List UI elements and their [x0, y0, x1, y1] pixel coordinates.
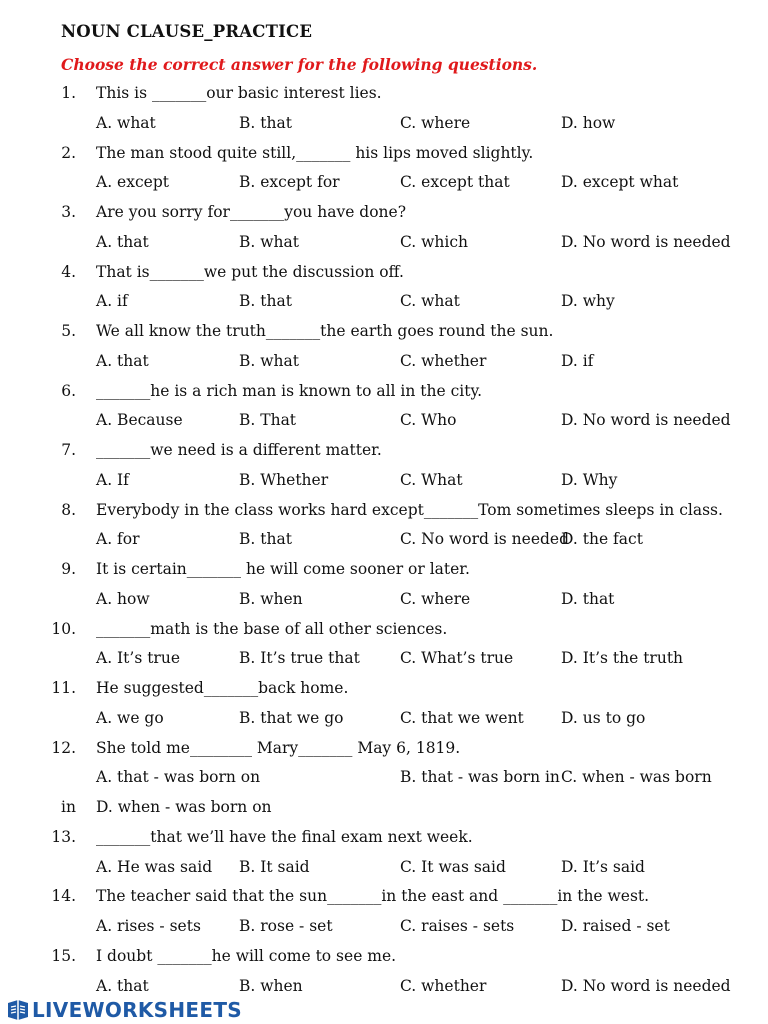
answer-option[interactable]: D. us to go — [561, 708, 646, 727]
question-text: _______that we’ll have the final exam next week. — [96, 827, 473, 846]
question-text: _______we need is a different matter. — [96, 441, 382, 459]
question-number: 8. — [61, 500, 76, 519]
answer-option[interactable]: C. raises - sets — [400, 917, 515, 935]
question-number: 4. — [61, 262, 76, 281]
answer-option[interactable]: B. That — [239, 411, 297, 430]
answer-option[interactable]: D. why — [561, 292, 615, 311]
question-number: 14. — [51, 887, 76, 906]
answer-option[interactable]: C. whether — [400, 976, 487, 995]
answer-option[interactable]: A. how — [96, 589, 150, 608]
question-number: 3. — [61, 203, 76, 221]
answer-option[interactable]: D. if — [561, 351, 594, 370]
question-number: 2. — [61, 143, 76, 162]
answer-option[interactable]: A. that — [96, 351, 149, 370]
answer-option[interactable]: B. Whether — [239, 470, 329, 489]
answer-option[interactable]: B. what — [239, 351, 299, 370]
answer-option[interactable]: A. except — [96, 173, 169, 192]
answer-option[interactable]: A. that - was born on — [96, 768, 261, 787]
answer-option[interactable]: C. What’s true — [400, 649, 514, 668]
answer-option[interactable]: C. what — [400, 292, 460, 311]
liveworksheets-logo-icon — [6, 999, 30, 1021]
instructions: Choose the correct answer for the following questions. — [61, 55, 538, 74]
answer-option[interactable]: D. when - was born on — [96, 798, 272, 816]
answer-option[interactable]: D. the fact — [561, 530, 643, 549]
question-text: Are you sorry for_______you have done? — [96, 203, 407, 221]
answer-option[interactable]: B. when — [239, 976, 303, 995]
page-title: NOUN CLAUSE_PRACTICE — [61, 22, 313, 41]
answer-option[interactable]: D. No word is needed — [561, 411, 731, 430]
answer-option[interactable]: C. Who — [400, 411, 457, 430]
answer-option[interactable]: D. It’s said — [561, 857, 645, 876]
answer-option[interactable]: B. that — [239, 530, 292, 549]
question-text: We all know the truth_______the earth goes round the sun. — [96, 322, 554, 340]
answer-option[interactable]: B. that - was born in — [400, 768, 560, 787]
answer-option[interactable]: B. rose - set — [239, 917, 333, 935]
answer-option[interactable]: B. It’s true that — [239, 649, 360, 668]
answer-option[interactable]: B. It said — [239, 857, 310, 876]
answer-option[interactable]: B. except for — [239, 173, 340, 192]
question-number: 15. — [51, 946, 76, 965]
answer-option[interactable]: D. No word is needed — [561, 232, 731, 251]
answer-option[interactable]: C. It was said — [400, 857, 506, 876]
question-number: 13. — [51, 827, 76, 846]
answer-option[interactable]: A. what — [96, 113, 156, 132]
answer-option[interactable]: D. No word is needed — [561, 976, 731, 995]
answer-option[interactable]: A. If — [96, 470, 129, 489]
answer-option[interactable]: D. that — [561, 589, 615, 608]
question-text: Everybody in the class works hard except_______Tom sometimes sleeps in class. — [96, 500, 723, 519]
answer-option[interactable]: D. Why — [561, 470, 618, 489]
answer-option[interactable]: A. if — [96, 292, 128, 311]
question-text: It is certain_______ he will come sooner or later. — [96, 560, 470, 578]
answer-option[interactable]: A. It’s true — [96, 649, 181, 668]
question-text: This is _______our basic interest lies. — [96, 84, 382, 102]
question-number: 11. — [51, 679, 76, 697]
question-number: 1. — [61, 84, 76, 102]
question-text: That is_______we put the discussion off. — [96, 262, 404, 281]
question-number: 10. — [51, 619, 76, 638]
question-text: _______he is a rich man is known to all in the city. — [96, 381, 483, 400]
answer-option[interactable]: in — [61, 798, 76, 816]
footer-logo-text: LIVEWORKSHEETS — [32, 998, 243, 1022]
answer-option[interactable]: A. He was said — [96, 857, 213, 876]
footer-logo — [6, 998, 242, 1022]
question-number: 5. — [61, 322, 76, 340]
answer-option[interactable]: D. how — [561, 113, 616, 132]
answer-option[interactable]: C. when - was born — [561, 768, 712, 787]
answer-option[interactable]: B. what — [239, 232, 299, 251]
answer-option[interactable]: B. that — [239, 113, 292, 132]
question-text: The man stood quite still,_______ his lips moved slightly. — [96, 143, 534, 162]
question-text: I doubt _______he will come to see me. — [96, 946, 397, 965]
question-text: The teacher said that the sun_______in the east and _______in the west. — [96, 887, 650, 906]
answer-option[interactable]: B. that — [239, 292, 292, 311]
question-number: 6. — [61, 381, 76, 400]
answer-option[interactable]: D. It’s the truth — [561, 649, 684, 668]
answer-option[interactable]: C. No word is needed — [400, 530, 570, 549]
question-number: 9. — [61, 560, 76, 578]
answer-option[interactable]: C. where — [400, 589, 471, 608]
question-text: He suggested_______back home. — [96, 679, 349, 697]
answer-option[interactable]: A. Because — [96, 411, 183, 430]
answer-option[interactable]: A. that — [96, 976, 149, 995]
answer-option[interactable]: A. for — [96, 530, 140, 549]
question-text: _______math is the base of all other sciences. — [96, 619, 448, 638]
question-number: 12. — [51, 738, 76, 757]
answer-option[interactable]: C. whether — [400, 351, 487, 370]
answer-option[interactable]: D. raised - set — [561, 917, 670, 935]
question-text: She told me________ Mary_______ May 6, 1819. — [96, 738, 461, 757]
answer-option[interactable]: A. rises - sets — [96, 917, 201, 935]
question-number: 7. — [61, 441, 76, 459]
answer-option[interactable]: B. that we go — [239, 708, 344, 727]
answer-option[interactable]: A. that — [96, 232, 149, 251]
answer-option[interactable]: A. we go — [96, 708, 164, 727]
answer-option[interactable]: C. which — [400, 232, 469, 251]
answer-option[interactable]: C. where — [400, 113, 471, 132]
answer-option[interactable]: B. when — [239, 589, 303, 608]
answer-option[interactable]: C. except that — [400, 173, 510, 192]
answer-option[interactable]: C. that we went — [400, 708, 524, 727]
answer-option[interactable]: D. except what — [561, 173, 679, 192]
answer-option[interactable]: C. What — [400, 470, 463, 489]
